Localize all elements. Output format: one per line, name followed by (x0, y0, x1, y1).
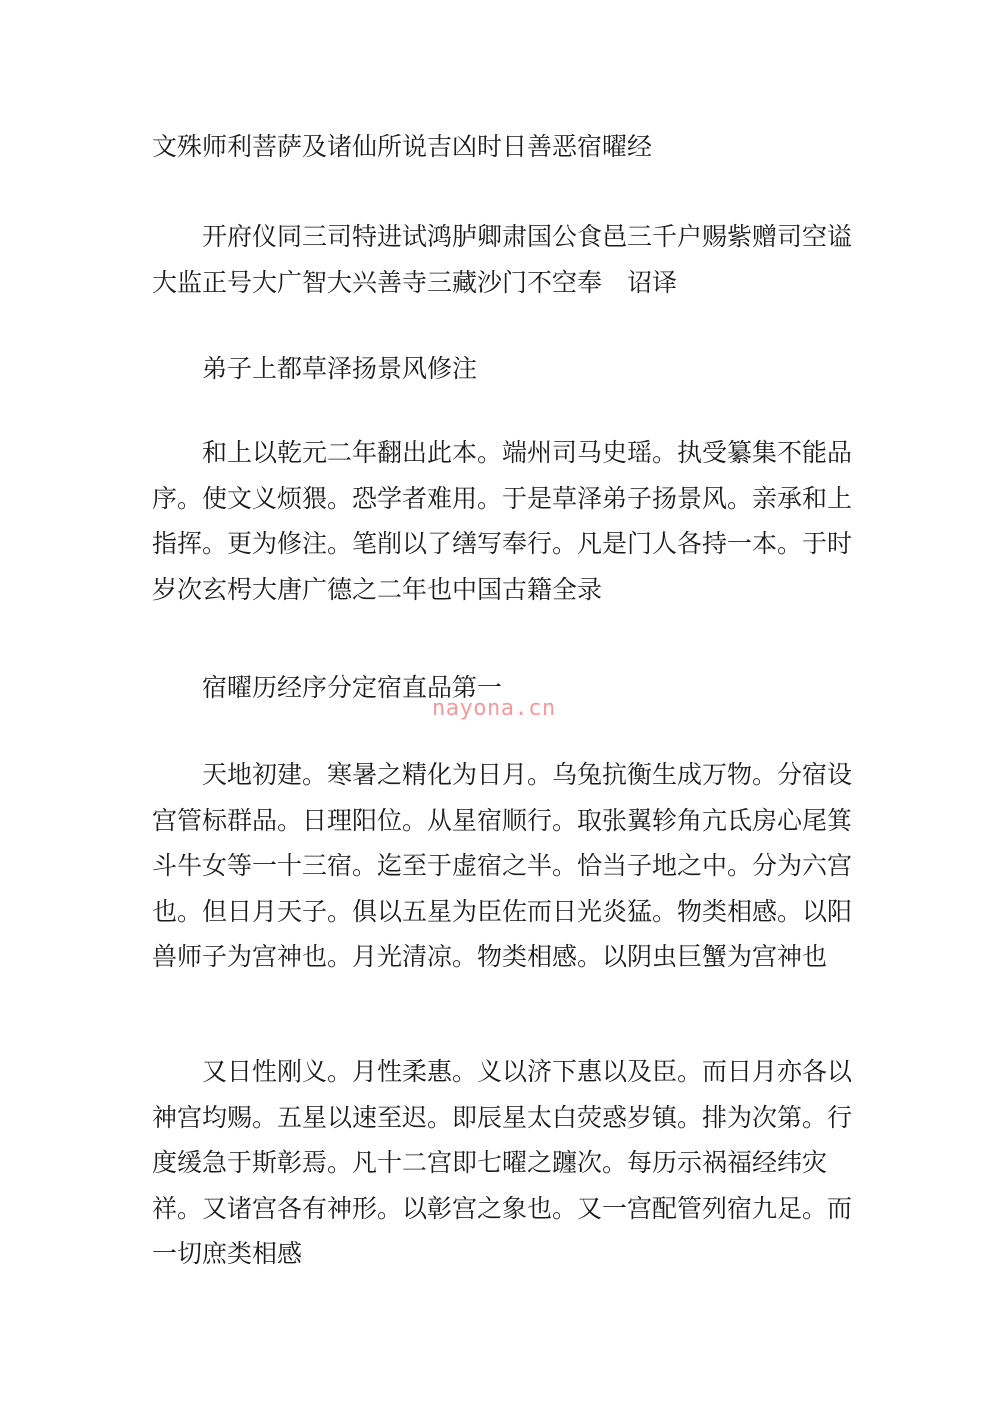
annotator-line: 弟子上都草泽扬景风修注 (202, 354, 478, 383)
document-title: 文殊师利菩萨及诸仙所说吉凶时日善恶宿曜经 (152, 132, 653, 161)
preface-paragraph: 和上以乾元二年翻出此本。端州司马史瑶。执受纂集不能品序。使文义烦猥。恐学者难用。于是草泽弟子扬景风。亲承和上指挥。更为修注。笔削以了缮写奉行。凡是门人各持一本。于时岁次玄枵大唐广德之二年也中国古籍全录 (152, 438, 853, 604)
body-paragraph-2: 又日性刚义。月性柔惠。义以济下惠以及臣。而日月亦各以神宫均赐。五星以速至迟。即辰星太白荧惑岁镇。排为次第。行度缓急于斯彰焉。凡十二宫即七曜之躔次。每历示祸福经纬灾祥。又诸宫各有神形。以彰宫之象也。又一宫配管列宿九足。而一切庶类相感 (152, 1057, 853, 1269)
chapter-heading: 宿曜历经序分定宿直品第一 (202, 673, 503, 702)
body-paragraph-1: 天地初建。寒暑之精化为日月。乌兔抗衡生成万物。分宿设宫管标群品。日理阳位。从星宿顺行。取张翼轸角亢氐房心尾箕斗牛女等一十三宿。迄至于虚宿之半。恰当子地之中。分为六宫也。但日月天子。俱以五星为臣佐而日光炎猛。物类相感。以阳兽师子为宫神也。月光清凉。物类相感。以阴虫巨蟹为宫神也 (152, 760, 853, 972)
watermark-text: nayona.cn (432, 696, 556, 721)
translator-line: 开府仪同三司特进试鸿胪卿肃国公食邑三千户赐紫赠司空谥大监正号大广智大兴善寺三藏沙门不空奉 诏译 (152, 222, 853, 297)
